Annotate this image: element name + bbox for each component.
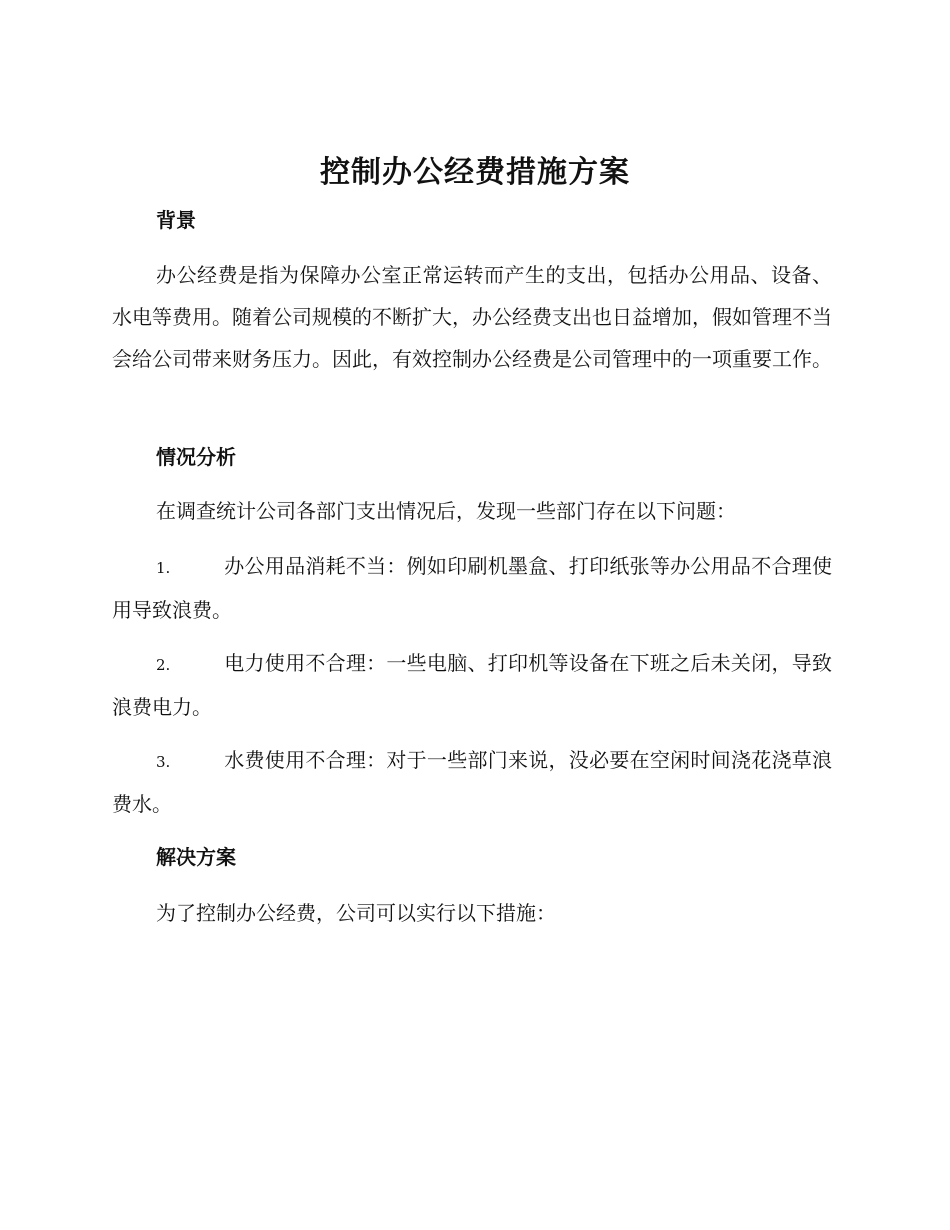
list-item-number: 1.	[156, 559, 171, 577]
section-heading-background: 背景	[156, 208, 196, 232]
list-item	[112, 739, 832, 825]
section-heading-analysis: 情况分析	[156, 445, 236, 469]
list-item	[112, 642, 832, 728]
section-heading-solution: 解决方案	[156, 845, 236, 869]
list-item-text: 水费使用不合理：对于一些部门来说，没必要在空闲时间浇花浇草浪费水。	[112, 748, 832, 816]
list-item-number: 2.	[156, 656, 171, 674]
list-item	[112, 545, 832, 631]
analysis-intro: 在调查统计公司各部门支出情况后，发现一些部门存在以下问题：	[156, 499, 736, 523]
document-title: 控制办公经费措施方案	[320, 155, 630, 190]
background-paragraph: 办公经费是指为保障办公室正常运转而产生的支出，包括办公用品、设备、水电等费用。随着公司规模的不断扩大，办公经费支出也日益增加，假如管理不当会给公司带来财务压力。因此，有效控制办公经费是公司管理中的一项重要工作。	[112, 263, 832, 371]
list-item-text: 电力使用不合理：一些电脑、打印机等设备在下班之后未关闭，导致浪费电力。	[112, 651, 832, 719]
list-item-text: 办公用品消耗不当：例如印刷机墨盒、打印纸张等办公用品不合理使用导致浪费。	[112, 554, 832, 622]
solution-intro: 为了控制办公经费，公司可以实行以下措施：	[156, 901, 556, 925]
list-item-number: 3.	[156, 753, 171, 771]
